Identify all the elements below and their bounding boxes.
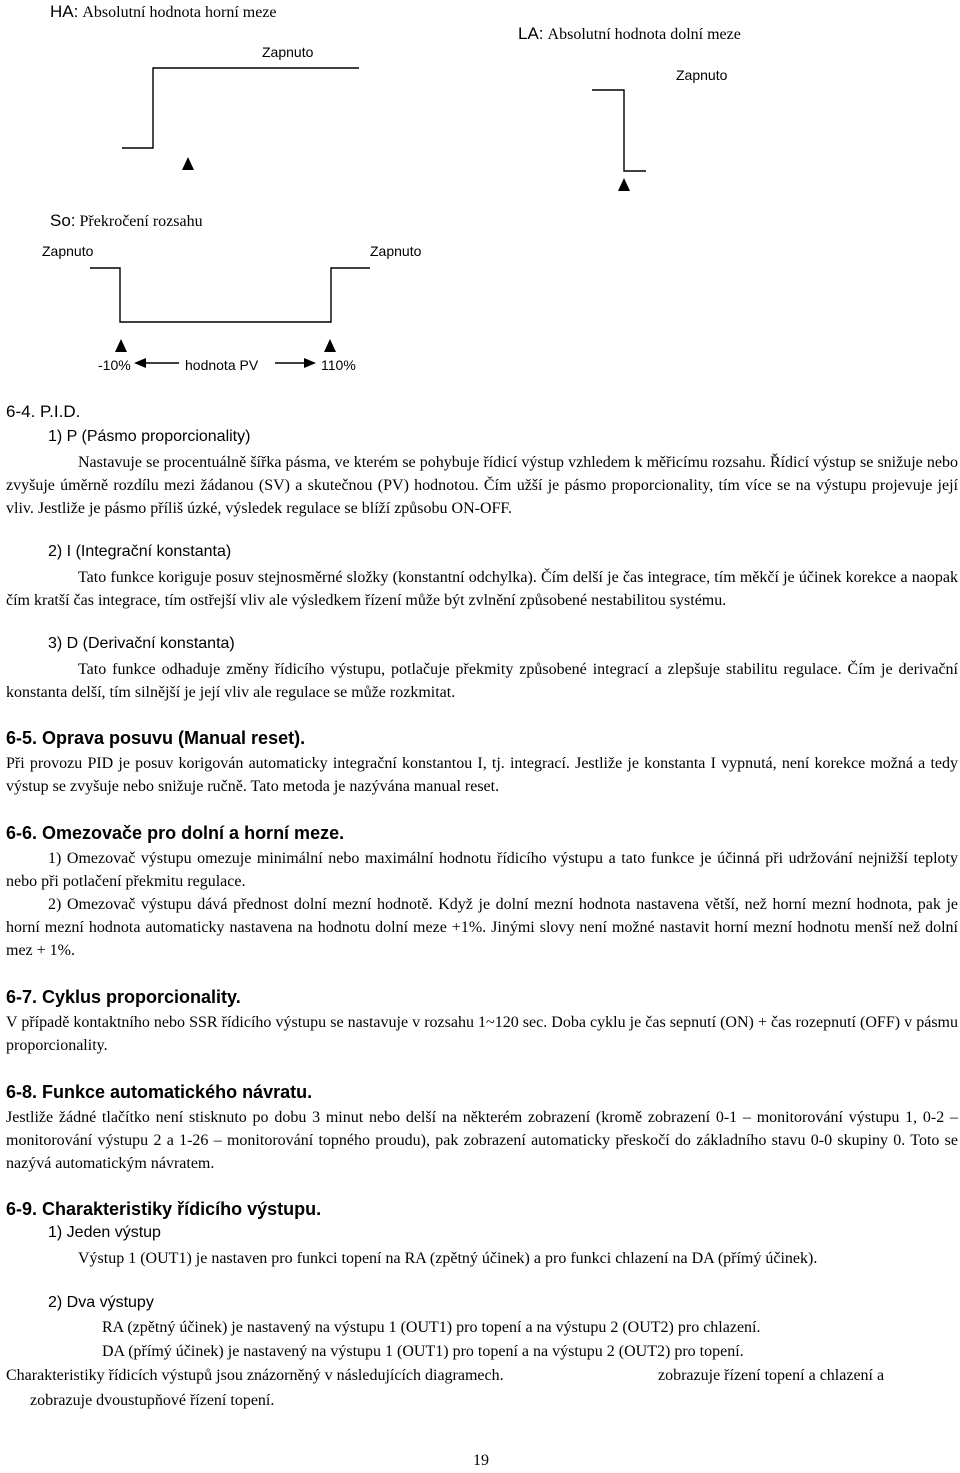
ha-code: HA: [50,2,79,21]
i-title: 2) I (Integrační konstanta) [48,543,232,560]
alarm-diagrams [0,0,960,400]
so-pv-label: hodnota PV [185,357,259,373]
ra-text: RA (zpětný účinek) je nastavený na výstupu 1 (OUT1) pro topení a na výstupu 2 (OUT2) pro chlazení. [102,1319,761,1336]
so-on-label-right: Zapnuto [370,243,422,259]
limits-p1: 1) Omezovač výstupu omezuje minimální nebo maximální hodnotu řídicího výstupu a tato funkce je účinná při udržování nejnižší teploty nebo při potlačení překmitu regulace. [6,850,958,890]
so-arrow-left-head-icon [134,358,146,368]
ha-waveform [122,68,359,148]
la-description: Absolutní hodnota dolní meze [547,26,741,43]
ha-on-label: Zapnuto [262,44,314,60]
da-text: DA (přímý účinek) je nastavený na výstupu 1 (OUT1) pro topení a na výstupu 2 (OUT2) pro topení. [102,1343,744,1360]
so-arrow-right-head-icon [304,358,316,368]
i-text: Tato funkce koriguje posuv stejnosměrné složky (konstantní odchylka). Čím delší je čas integrace, tím měkčí je účinek korekce a naopak čím kratší čas integrace, tím ostřejší vliv ale výsledkem řízení může být zvlnění způsobené nestabilitou systému. [6,569,958,609]
so-description: Překročení rozsahu [79,213,203,230]
summary-part-b: zobrazuje řízení topení a chlazení a [658,1367,885,1384]
one-output-text: Výstup 1 (OUT1) je nastaven pro funkci topení na RA (zpětný účinek) a pro funkci chlazení na DA (přímý účinek). [78,1250,818,1267]
so-code: So: [50,211,76,230]
summary-part-c: zobrazuje dvoustupňové řízení topení. [30,1392,275,1409]
limits-heading: 6-6. Omezovače pro dolní a horní meze. [6,823,345,843]
la-waveform [592,90,646,171]
d-text: Tato funkce odhaduje změny řídicího výstupu, potlačuje překmity způsobené integrací a zlepšuje stabilitu regulace. Čím je derivační konstanta delší, tím silnější je její vliv ale regulace se může rozkmitat. [6,661,958,701]
one-output-title: 1) Jeden výstup [48,1224,161,1241]
cycle-heading: 6-7. Cyklus proporcionality. [6,987,241,1007]
so-marker-left-icon [115,339,127,352]
p-title: 1) P (Pásmo proporcionality) [48,428,251,445]
so-on-label-left: Zapnuto [42,243,94,259]
d-title: 3) D (Derivační konstanta) [48,635,235,652]
two-outputs-title: 2) Dva výstupy [48,1294,154,1311]
so-high-limit: 110% [321,357,356,373]
la-on-label: Zapnuto [676,67,728,83]
page-number: 19 [473,1452,489,1469]
auto-return-heading: 6-8. Funkce automatického návratu. [6,1082,313,1102]
manual-reset-heading: 6-5. Oprava posuvu (Manual reset). [6,728,306,748]
auto-return-text: Jestliže žádné tlačítko není stisknuto po dobu 3 minut nebo delší na některém zobrazení (kromě zobrazení 0-1 – monitorování výstupu 1, 0-2 – monitorování výstupu 2 a 1-26 – monitorování topného proudu), pak zobrazení automaticky přeskočí do základního stavu 0-0 skupiny 0. Toto se nazývá automatickým návratem. [6,1109,958,1172]
so-marker-right-icon [324,339,336,352]
manual-reset-text: Při provozu PID je posuv korigován automaticky integrační konstantou I, tj. integrací. Jestliže je konstanta I vypnutá, není korekce možná a tedy výstup se zvyšuje nebo snižuje ručně. Tato metoda je nazývána manual reset. [6,755,958,795]
summary-part-a: Charakteristiky řídicích výstupů jsou znázorněný v následujících diagramech. [6,1367,504,1384]
la-marker-icon [618,178,630,191]
so-left-waveform [90,268,158,322]
so-low-limit: -10% [98,357,131,373]
la-code: LA: [518,24,544,43]
pid-heading: 6-4. P.I.D. [6,402,81,421]
ha-marker-icon [182,157,194,170]
characteristics-heading: 6-9. Charakteristiky řídicího výstupu. [6,1199,322,1219]
p-text: Nastavuje se procentuálně šířka pásma, ve kterém se pohybuje řídicí výstup vzhledem k měřicímu rozsahu. Řídicí výstup se snižuje nebo zvyšuje úměrně rozdílu mezi žádanou (SV) a skutečnou (PV) hodnotou. Čím užší je pásmo proporcionality, tím více se na výstupu projevuje její vliv. Jestliže je pásmo příliš úzké, výsledek regulace se blíží způsobu ON-OFF. [6,454,958,517]
ha-description: Absolutní hodnota horní meze [82,4,277,21]
cycle-text: V případě kontaktního nebo SSR řídicího výstupu se nastavuje v rozsahu 1~120 sec. Doba cyklu je čas sepnutí (ON) + čas rozepnutí (OFF) v pásmu proporcionality. [6,1014,958,1054]
limits-p2: 2) Omezovač výstupu dává přednost dolní mezní hodnotě. Když je dolní mezní hodnota nastavena větší, než horní mezní hodnota, pak je horní mezní hodnota automaticky nastavena na hodnotu dolní meze +1%. Jinými slovy není možné nastavit horní mezní hodnotu menší než dolní mez + 1%. [6,896,958,959]
so-right-waveform [318,268,370,322]
